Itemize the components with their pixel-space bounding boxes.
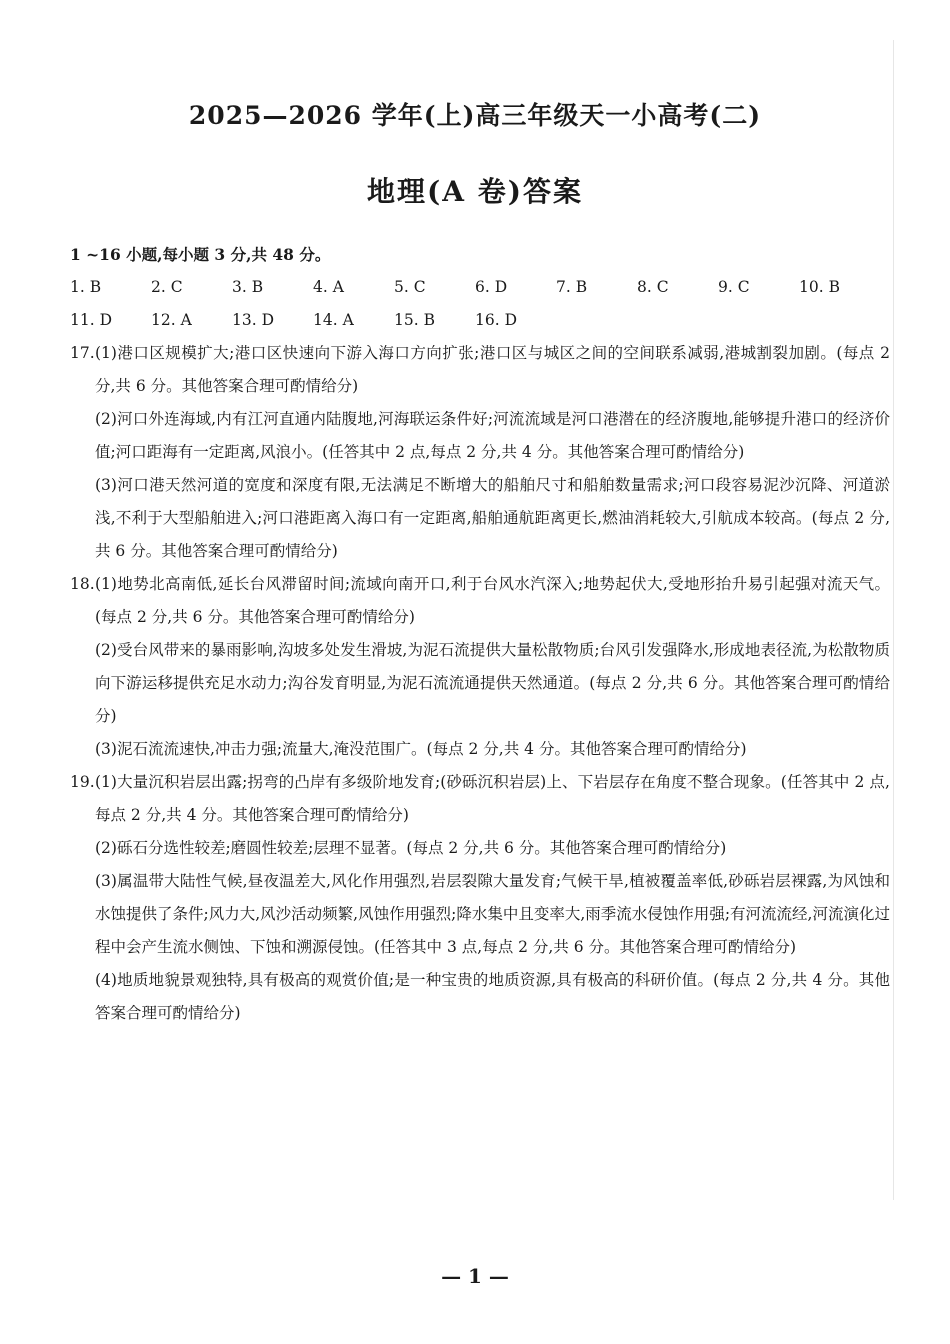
answer-item: 4. A [313,278,344,296]
instruction-line: 1 ~16 小题,每小题 3 分,共 48 分。 [70,245,331,264]
answer-item: 9. C [718,278,750,296]
answer-item: 2. C [151,278,183,296]
answer-item: 3. B [232,278,264,296]
question-number: 19. [70,773,95,791]
question-part: (3)属温带大陆性气候,昼夜温差大,风化作用强烈,岩层裂隙大量发育;气候干旱,植被覆盖率低,砂砾岩层裸露,为风蚀和水蚀提供了条件;风力大,风沙活动频繁,风蚀作用强烈;降水集中且变率大,雨季流水侵蚀作用强;有河流流经,河流演化过程中会产生流水侧蚀、下蚀和溯源侵蚀。(任答其中 3 点,每点 2 分,共 6 分。其他答案合理可酌情给分) [95,872,890,956]
answer-item: 16. D [475,311,518,329]
question-number: 17. [70,344,95,362]
answer-item: 5. C [394,278,426,296]
answer-body [70,238,890,1030]
exam-title: 2025—2026 学年(上)高三年级天一小高考(二) [188,101,762,130]
question-part: (3)泥石流流速快,冲击力强;流量大,淹没范围广。(每点 2 分,共 4 分。其他答案合理可酌情给分) [95,740,747,758]
question-part: (2)河口外连海域,内有江河直通内陆腹地,河海联运条件好;河流流域是河口港潜在的经济腹地,能够提升港口的经济价值;河口距海有一定距离,风浪小。(任答其中 2 点,每点 2 分,共 4 分。其他答案合理可酌情给分) [95,410,890,461]
answer-item: 12. A [151,311,192,329]
answer-item: 14. A [313,311,354,329]
question-18 [70,568,890,634]
question-part: (2)砾石分选性较差;磨圆性较差;层理不显著。(每点 2 分,共 6 分。其他答案合理可酌情给分) [95,839,727,857]
answers-row-2 [70,304,890,337]
answer-item: 6. D [475,278,508,296]
question-number: 18. [70,575,95,593]
answer-item: 7. B [556,278,588,296]
answers-row-1 [70,271,890,304]
question-part: (1)大量沉积岩层出露;拐弯的凸岸有多级阶地发育;(砂砾沉积岩层)上、下岩层存在角度不整合现象。(任答其中 2 点,每点 2 分,共 4 分。其他答案合理可酌情给分) [95,773,890,824]
answer-item: 1. B [70,278,102,296]
question-part: (4)地质地貌景观独特,具有极高的观赏价值;是一种宝贵的地质资源,具有极高的科研价值。(每点 2 分,共 4 分。其他答案合理可酌情给分) [95,971,890,1022]
answer-item: 11. D [70,311,113,329]
question-part: (1)地势北高南低,延长台风滞留时间;流域向南开口,利于台风水汽深入;地势起伏大,受地形抬升易引起强对流天气。(每点 2 分,共 6 分。其他答案合理可酌情给分) [95,575,890,626]
page-number: — 1 — [441,1264,509,1288]
question-part: (2)受台风带来的暴雨影响,沟坡多处发生滑坡,为泥石流提供大量松散物质;台风引发强降水,形成地表径流,为松散物质向下游运移提供充足水动力;沟谷发育明显,为泥石流流通提供天然通道。(每点 2 分,共 6 分。其他答案合理可酌情给分) [95,641,890,725]
answer-item: 15. B [394,311,435,329]
answer-item: 13. D [232,311,275,329]
answer-item: 10. B [799,278,840,296]
question-part: (1)港口区规模扩大;港口区快速向下游入海口方向扩张;港口区与城区之间的空间联系减弱,港城割裂加剧。(每点 2 分,共 6 分。其他答案合理可酌情给分) [95,344,890,395]
subject-title: 地理(A 卷)答案 [367,175,583,208]
question-17 [70,337,890,403]
scan-edge-line [893,40,894,1200]
question-part: (3)河口港天然河道的宽度和深度有限,无法满足不断增大的船舶尺寸和船舶数量需求;河口段容易泥沙沉降、河道淤浅,不利于大型船舶进入;河口港距离入海口有一定距离,船舶通航距离更长,燃油消耗较大,引航成本较高。(每点 2 分,共 6 分。其他答案合理可酌情给分) [95,476,890,560]
answer-item: 8. C [637,278,669,296]
question-19 [70,766,890,832]
